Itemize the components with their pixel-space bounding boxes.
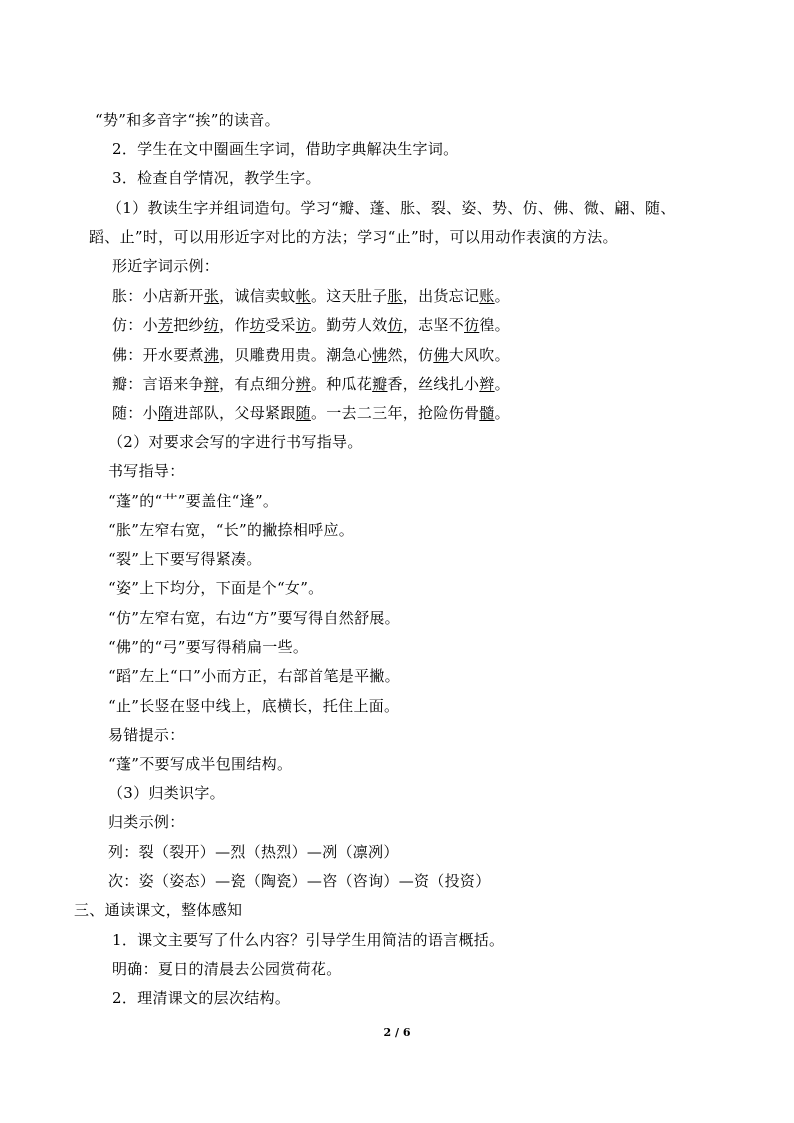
text-line [112, 403, 510, 423]
text-line: “姿”上下均分，下面是个“女”。 [108, 579, 324, 597]
page-number: 2 / 6 [383, 1026, 411, 1039]
text-segment: ，有点细分 [219, 375, 296, 393]
text-segment: 瓣：言语来争 [112, 375, 204, 393]
text-line: 2．学生在文中圈画生字词，借助字典解决生字词。 [112, 140, 459, 158]
underlined-char: 胀 [387, 287, 403, 305]
text-line [112, 315, 510, 335]
text-line: （1）教读生字并组词造句。学习“瓣、蓬、胀、裂、姿、势、仿、佛、微、翩、随、 [107, 199, 676, 217]
underlined-char: 辨 [295, 375, 311, 393]
text-line: 3．检查自学情况，教学生字。 [112, 169, 321, 187]
text-segment: 佛：开水要煮 [112, 346, 204, 364]
text-segment: ，志坚不 [402, 316, 465, 334]
text-segment: ，诚信卖蚊 [219, 287, 296, 305]
text-line: “蓬”的“艹”要盖住“逢”。 [108, 492, 279, 510]
text-segment: 香，丝线扎小 [387, 375, 480, 393]
underlined-char: 纺 [203, 316, 220, 334]
text-line: 蹈、止”时，可以用形近字对比的方法；学习“止”时，可以用动作表演的方法。 [89, 228, 618, 246]
text-segment: 。 [494, 287, 510, 305]
text-line: “胀”左窄右宽，“长”的撇捺相呼应。 [108, 521, 355, 539]
text-line [112, 374, 510, 394]
underlined-char: 坊 [249, 316, 266, 334]
text-segment: 。 [494, 404, 510, 422]
underlined-char: 仿 [387, 316, 403, 334]
text-segment: ，出货忘记 [402, 287, 480, 305]
text-segment: 。种瓜花 [310, 375, 373, 393]
text-line: 2．理清课文的层次结构。 [112, 989, 291, 1007]
underlined-char: 芳 [157, 316, 174, 334]
text-line: 列：裂（裂开）—烈（热烈）—冽（凛冽） [108, 843, 399, 861]
text-line: “裂”上下要写得紧凑。 [108, 550, 262, 568]
underlined-char: 辩 [203, 375, 220, 393]
text-line: 三、通读课文，整体感知 [74, 901, 243, 919]
text-line: 1．课文主要写了什么内容？引导学生用简洁的语言概括。 [112, 931, 505, 949]
text-line: “仿”左窄右宽，右边“方”要写得自然舒展。 [108, 609, 400, 627]
text-line: 明确：夏日的清晨去公园赏荷花。 [112, 960, 342, 978]
text-segment: 胀：小店新开 [112, 287, 204, 305]
text-segment: 。勤劳人效 [310, 316, 388, 334]
text-segment: 进部队，父母紧跟 [173, 404, 296, 422]
text-segment: 。一去二三年，抢险伤骨 [310, 404, 480, 422]
text-line: （2）对要求会写的字进行书写指导。 [108, 433, 363, 451]
text-line: “佛”的“弓”要写得稍扁一些。 [108, 638, 309, 656]
text-line: 归类示例： [108, 813, 185, 831]
text-line [112, 345, 510, 365]
underlined-char: 彷 [464, 316, 480, 334]
text-segment: 徨。 [479, 316, 510, 334]
underlined-char: 怫 [372, 346, 388, 364]
underlined-char: 访 [295, 316, 311, 334]
underlined-char: 隋 [157, 404, 174, 422]
underlined-char: 瓣 [372, 375, 388, 393]
text-segment: 仿：小 [112, 316, 158, 334]
text-segment: 然，仿 [387, 346, 434, 364]
text-line [112, 286, 510, 306]
text-line: （3）归类识字。 [108, 784, 225, 802]
underlined-char: 帐 [295, 287, 311, 305]
underlined-char: 随 [295, 404, 311, 422]
text-segment: ，贝雕费用贵。潮急心 [219, 346, 373, 364]
underlined-char: 辫 [479, 375, 495, 393]
text-segment: 受采 [265, 316, 296, 334]
text-line: 形近字词示例： [112, 257, 220, 275]
text-segment: 随：小 [112, 404, 158, 422]
text-line: “蓬”不要写成半包围结构。 [108, 755, 293, 773]
underlined-char: 髓 [479, 404, 495, 422]
text-segment: ，作 [219, 316, 250, 334]
underlined-char: 账 [479, 287, 495, 305]
text-line: “蹈”左上“口”小而方正，右部首笔是平撇。 [108, 667, 400, 685]
underlined-char: 沸 [203, 346, 220, 364]
text-segment: 。这天肚子 [310, 287, 388, 305]
text-segment: 。 [494, 375, 510, 393]
underlined-char: 佛 [433, 346, 449, 364]
underlined-char: 张 [203, 287, 220, 305]
text-line: “止”长竖在竖中线上，底横长，托住上面。 [108, 697, 400, 715]
text-line: 易错提示： [108, 726, 185, 744]
text-segment: 大风吹。 [448, 346, 510, 364]
text-segment: 把纱 [173, 316, 204, 334]
text-line: 次：姿（姿态）—瓷（陶瓷）—咨（咨询）—资（投资） [108, 872, 491, 890]
text-line: 书写指导： [108, 462, 185, 480]
text-line: “势”和多音字“挨”的读音。 [95, 111, 280, 129]
